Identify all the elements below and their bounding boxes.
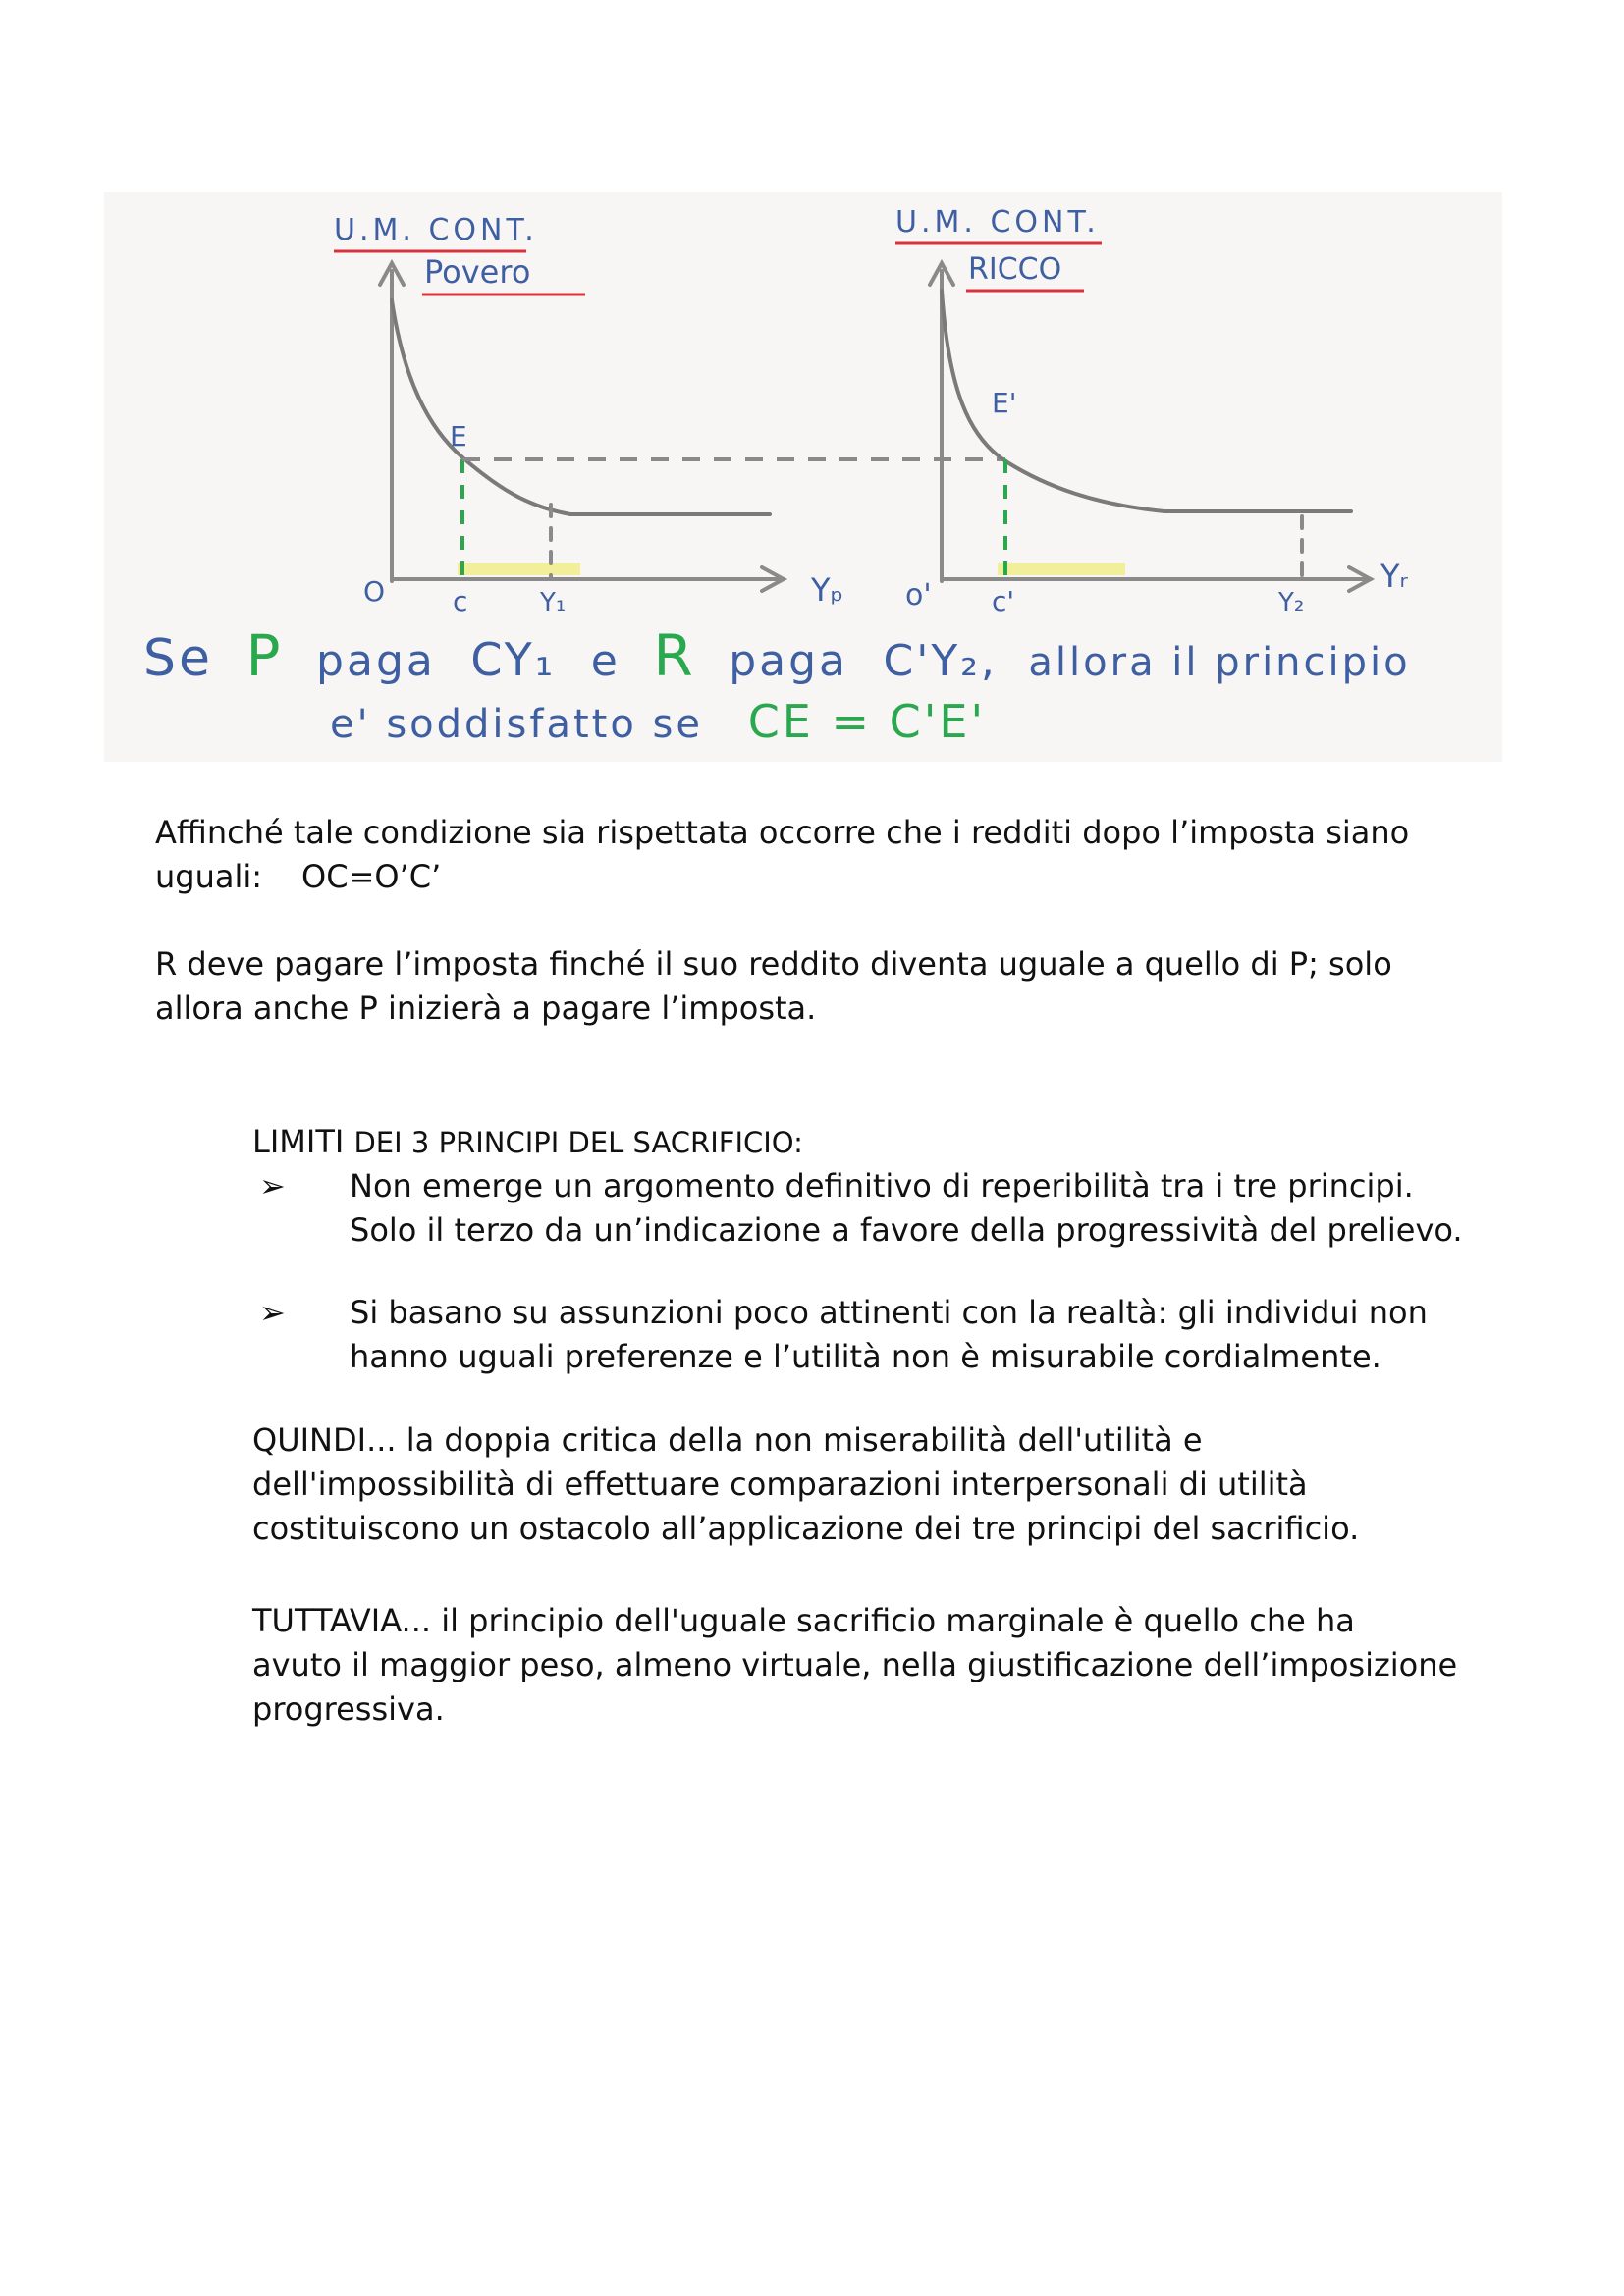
tuttavia-line-3: progressiva. [252,1690,445,1728]
paragraph-condition-equation: OC=O’C’ [301,858,442,895]
paragraph-condition-line-2a: uguali: [155,858,263,895]
paragraph-r-pays-line-1: R deve pagare l’imposta finché il suo reddito diventa uguale a quello di P; solo [155,945,1392,983]
left-y-label-1: U.M. CONT. [334,213,538,247]
tuttavia-line-1: ... il principio dell'uguale sacrificio marginale è quello che ha [401,1602,1355,1639]
tuttavia-label: TUTTAVIA [252,1602,402,1639]
caption-paga-2: paga [729,636,849,686]
hand-drawn-figure [104,192,1502,762]
caption-se: Se [143,629,213,688]
left-axis-highlight [458,563,580,575]
left-curve [392,300,770,514]
caption-line-1 [143,622,1411,689]
quindi-line-2: dell'impossibilità di effettuare comparazioni interpersonali di utilità [252,1466,1308,1503]
limit-bullet-1-line-2: Solo il terzo da un’indicazione a favore della progressività del prelievo. [350,1211,1463,1249]
paragraph-quindi [252,1418,1529,1551]
right-y-label-1: U.M. CONT. [895,205,1100,240]
tuttavia-line-2: avuto il maggior peso, almeno virtuale, nella giustificazione dell’imposizione [252,1646,1458,1683]
right-y-label-2: RICCO [968,252,1062,287]
bullet-arrow-icon: ➢ [259,1294,286,1331]
paragraph-r-pays-line-2: allora anche P inizierà a pagare l’imposta. [155,989,817,1027]
limit-bullet-1-text [350,1164,1496,1253]
paragraph-condition [155,811,1471,899]
paragraph-condition-line-1: Affinché tale condizione sia rispettata occorre che i redditi dopo l’imposta siano [155,814,1410,851]
caption-cy2: C'Y₂, [883,636,998,686]
limit-bullet-1-line-1: Non emerge un argomento definitivo di reperibilità tra i tre principi. [350,1167,1414,1204]
right-axis-highlight [998,563,1125,575]
limits-heading-bold: LIMITI [252,1123,345,1160]
left-point-c-label: c [453,585,468,617]
caption-cy1: CY₁ [470,633,557,686]
caption-line-2 [330,695,986,748]
caption-p: P [245,622,284,689]
bullet-arrow-icon: ➢ [259,1167,286,1204]
right-point-y2-label: Y₂ [1278,588,1305,617]
left-origin-label: O [363,575,386,608]
quindi-line-1: ... la doppia critica della non miserabilità dell'utilità e [366,1421,1203,1459]
paragraph-r-pays [155,942,1471,1031]
left-y-label-2: Povero [424,253,531,291]
limit-bullet-2-text [350,1291,1496,1379]
limit-bullet-2-line-2: hanno uguali preferenze e l’utilità non è misurabile cordialmente. [350,1338,1381,1375]
limit-bullet-1 [259,1164,1496,1253]
caption-equation: CE = C'E' [747,695,987,748]
limit-bullet-2-line-1: Si basano su assunzioni poco attinenti con la realtà: gli individui non [350,1294,1428,1331]
caption-soddisfatto: e' soddisfatto se [330,702,703,747]
caption-paga-1: paga [316,636,436,686]
left-x-label: Yₚ [811,571,844,609]
quindi-line-3: costituiscono un ostacolo all’applicazione dei tre principi del sacrificio. [252,1510,1360,1547]
limits-heading-rest: DEI 3 PRINCIPI DEL SACRIFICIO: [353,1126,803,1159]
right-origin-label: o' [905,578,932,613]
left-graph [380,263,784,591]
quindi-label: QUINDI [252,1421,367,1459]
caption-allora: allora il principio [1028,640,1411,685]
caption-e: e [590,636,621,686]
left-point-y1-label: Y₁ [540,588,567,617]
left-point-e-label: E [450,420,467,453]
limit-bullet-2 [259,1291,1496,1379]
right-point-c-label: c' [992,585,1015,617]
figure-svg [104,192,1502,762]
caption-r: R [653,622,696,689]
paragraph-tuttavia [252,1599,1529,1732]
right-graph [930,263,1371,591]
limits-heading [252,1120,803,1165]
right-point-e-label: E' [992,387,1017,419]
right-x-label: Yᵣ [1380,558,1408,595]
